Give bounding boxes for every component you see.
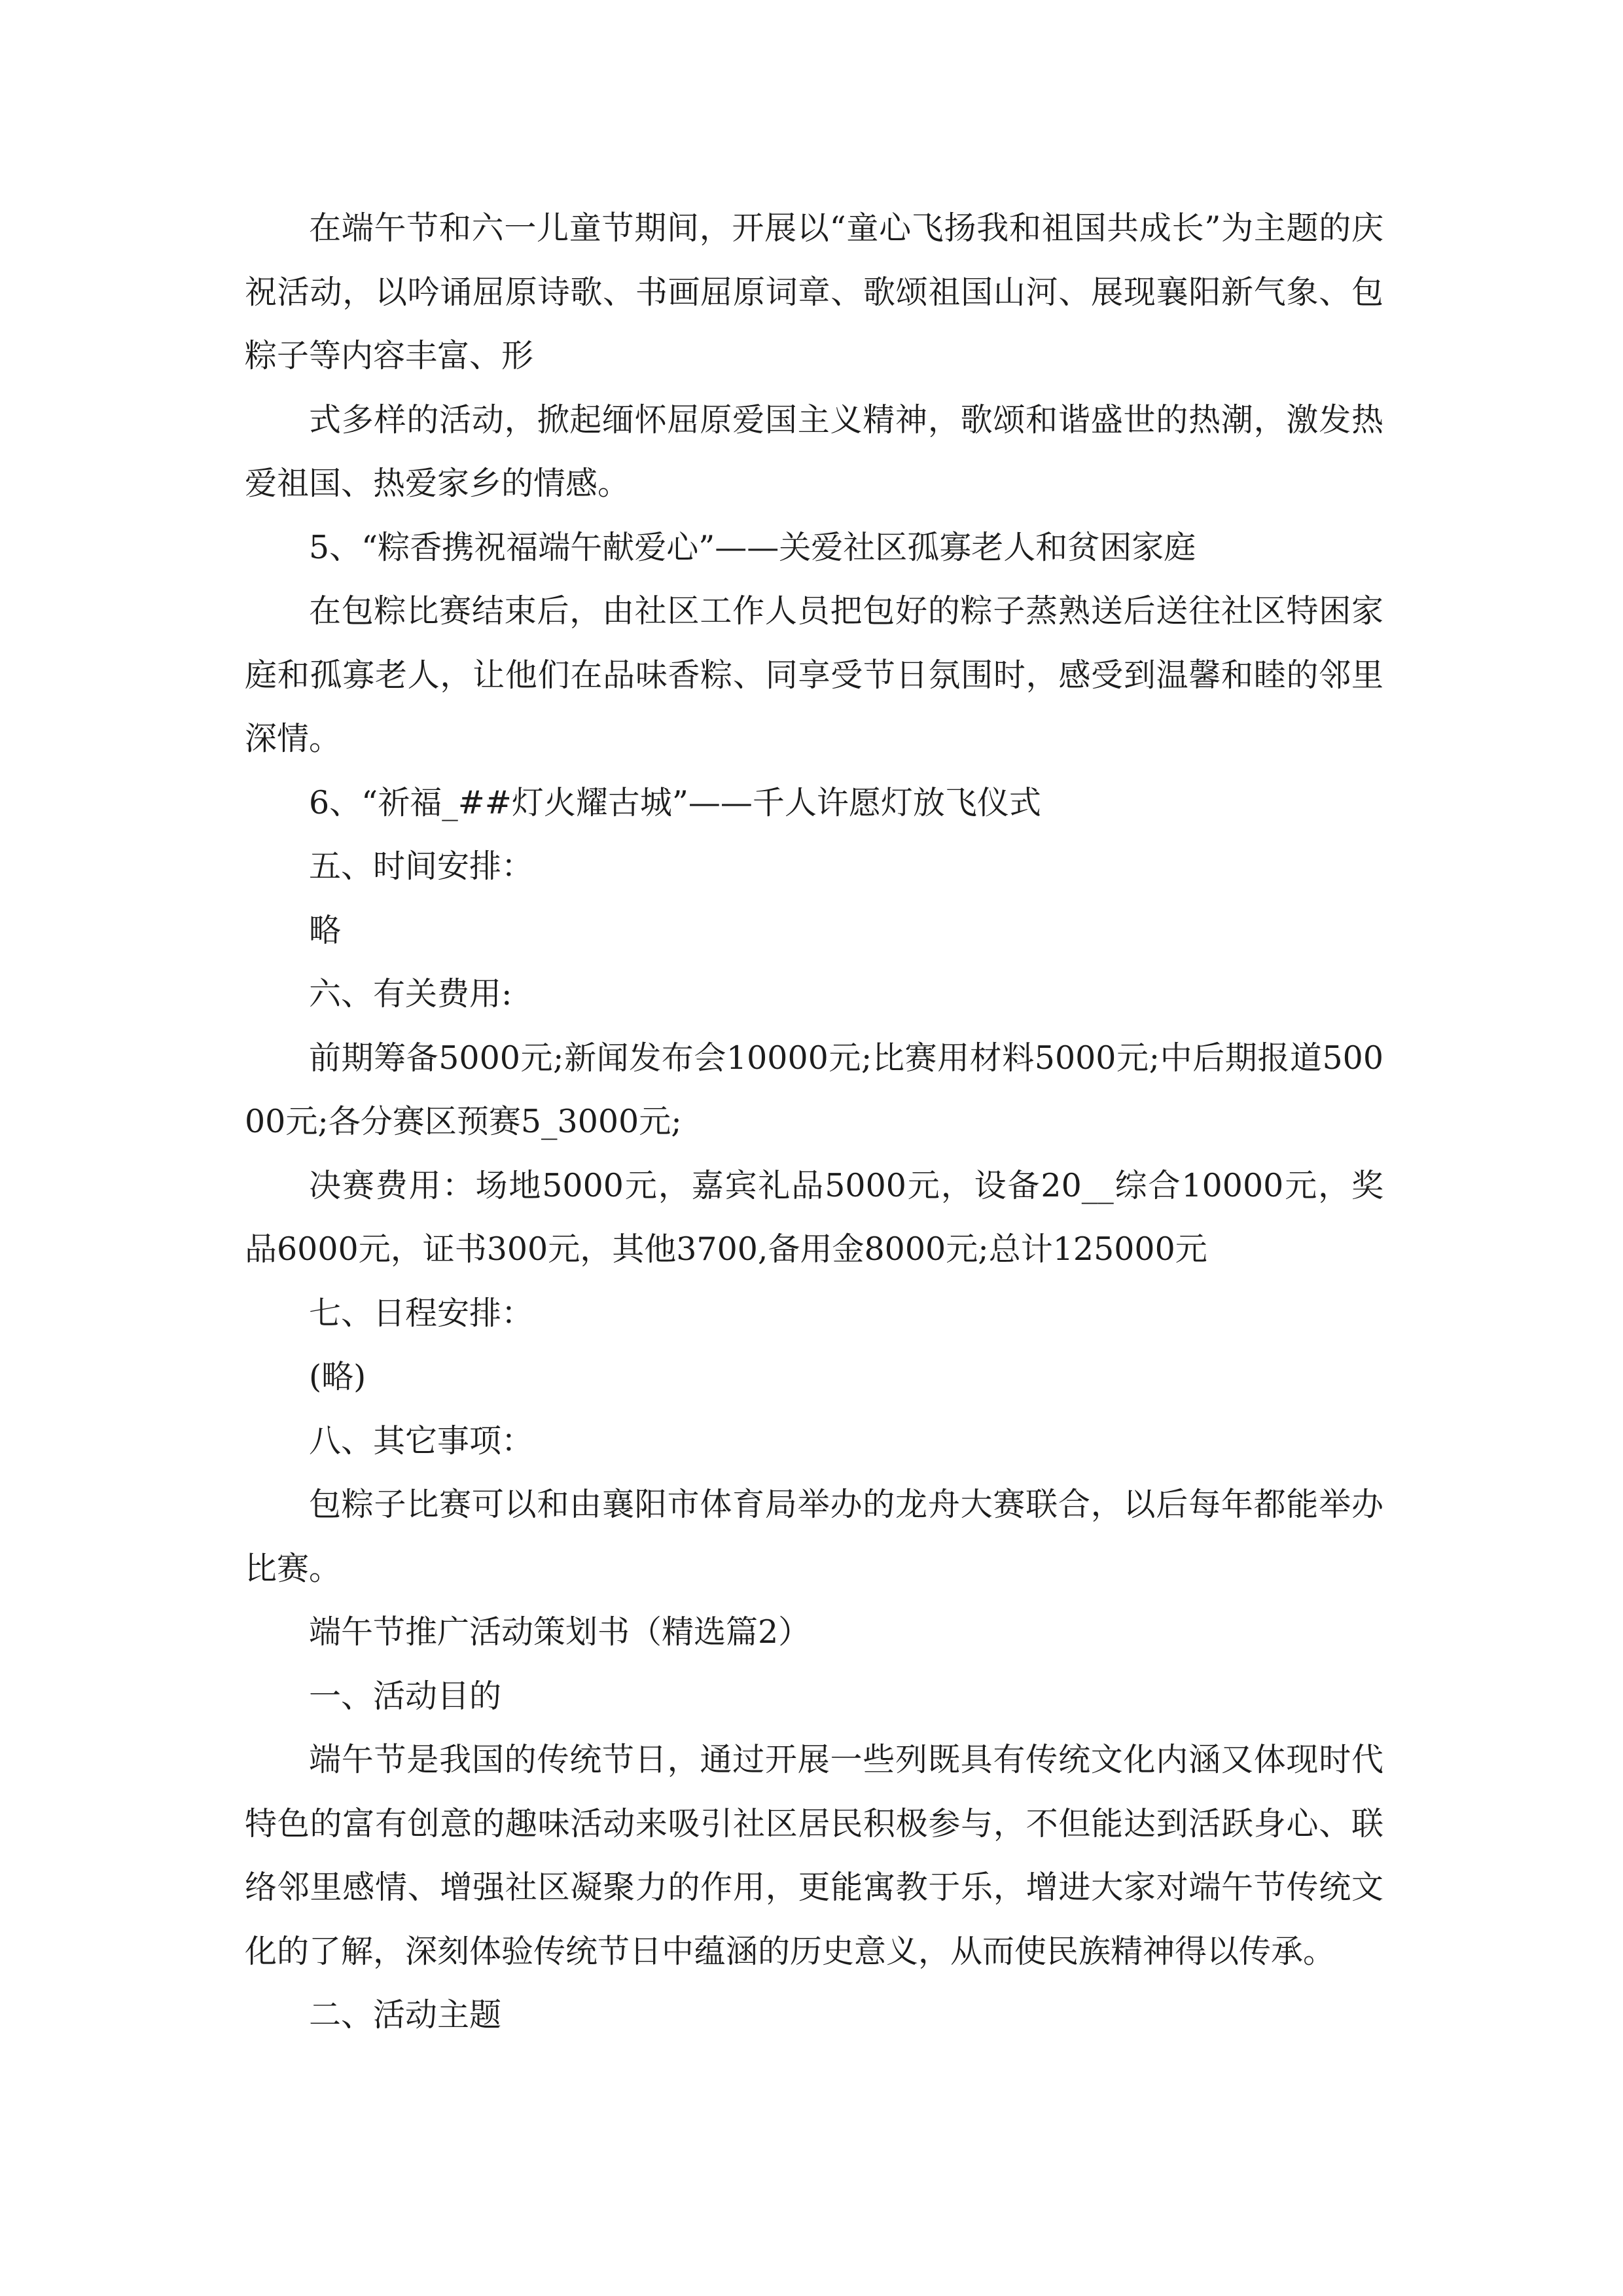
section-8-body: 包粽子比赛可以和由襄阳市体育局举办的龙舟大赛联合，以后每年都能举办比赛。	[245, 1486, 1383, 1587]
document-body	[245, 196, 1383, 2047]
paragraph-intro: 在端午节和六一儿童节期间，开展以“童心飞扬我和祖国共成长”为主题的庆祝活动，以吟诵屈原诗歌、书画屈原词章、歌颂祖国山河、展现襄阳新气象、包粽子等内容丰富、形	[245, 209, 1383, 374]
section-5-heading: 五、时间安排：	[309, 848, 534, 885]
section-8-heading: 八、其它事项：	[309, 1422, 534, 1460]
section-6-costs-final: 决赛费用：场地5000元，嘉宾礼品5000元，设备20__综合10000元，奖品6000元，证书300元，其他3700,备用金8000元;总计125000元	[245, 1166, 1383, 1268]
item-6-heading: 6、“祈福_##灯火耀古城”——千人许愿灯放飞仪式	[309, 783, 1041, 821]
article-2-section-1-body: 端午节是我国的传统节日，通过开展一些列既具有传统文化内涵又体现时代特色的富有创意的趣味活动来吸引社区居民积极参与，不但能达到活跃身心、联络邻里感情、增强社区凝聚力的作用，更能寓教于乐，增进大家对端午节传统文化的了解，深刻体验传统节日中蕴涵的历史意义，从而使民族精神得以传承。	[245, 1741, 1383, 1970]
article-2-section-2-heading: 二、活动主题	[309, 1996, 502, 2034]
section-6-costs-prep: 前期筹备5000元;新闻发布会10000元;比赛用材料5000元;中后期报道50000元;各分赛区预赛5_3000元;	[245, 1039, 1383, 1140]
article-2-section-1-heading: 一、活动目的	[309, 1677, 502, 1715]
paragraph-intro-continued: 式多样的活动，掀起缅怀屈原爱国主义精神，歌颂和谐盛世的热潮，激发热爱祖国、热爱家乡的情感。	[245, 401, 1383, 502]
section-7-heading: 七、日程安排：	[309, 1294, 534, 1332]
item-5-heading: 5、“粽香携祝福端午献爱心”——关爱社区孤寡老人和贫困家庭	[309, 528, 1196, 566]
section-7-body: (略)	[309, 1358, 366, 1395]
section-5-body: 略	[309, 911, 342, 949]
section-6-heading: 六、有关费用:	[309, 975, 512, 1013]
item-5-body: 在包粽比赛结束后，由社区工作人员把包好的粽子蒸熟送后送往社区特困家庭和孤寡老人，让他们在品味香粽、同享受节日氛围时，感受到温馨和睦的邻里深情。	[245, 592, 1383, 757]
article-2-title: 端午节推广活动策划书（精选篇2）	[309, 1613, 811, 1651]
